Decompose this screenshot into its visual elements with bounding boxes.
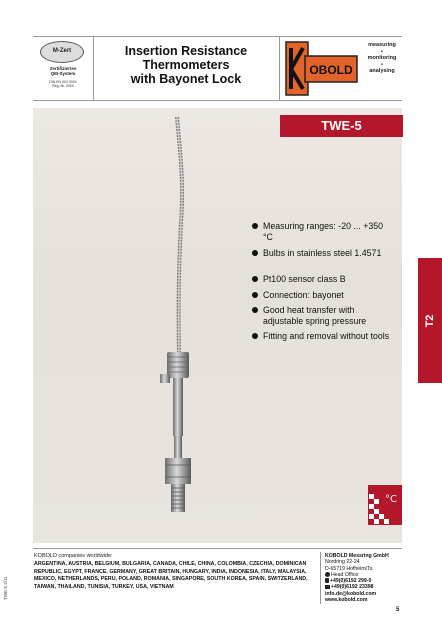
kobold-logo [283,38,360,99]
badge-unit: °C [385,494,397,505]
section-tab[interactable]: T2 [418,258,442,383]
phone-icon [325,578,329,583]
header-divider [279,36,280,101]
page-number: 5 [396,607,400,613]
bullet-icon [252,307,258,313]
home-icon [325,572,330,577]
feature-item: Connection: bayonet [253,290,393,301]
feature-item: Pt100 sensor class B [253,274,393,285]
feature-item: Good heat transfer with adjustable spring pressure [253,305,393,326]
bullet-icon [252,276,258,282]
fax-icon [325,585,330,589]
feature-item: Fitting and removal without tools [253,331,393,342]
thermometer-photo [150,112,210,522]
temperature-category-icon [368,485,402,525]
companies-heading: KOBOLD companies worldwide: [34,553,113,559]
certification-seal [36,39,90,97]
feature-item: Bulbs in stainless steel 1.4571 [253,248,393,259]
footer-divider [33,548,402,549]
cert-line-1: Zertifiziertes QM-System [49,66,77,76]
mzert-seal: M-Zert [40,41,84,63]
bullet-icon [252,292,258,298]
page-title: Insertion Resistance Thermometers with Bayonet Lock [124,44,248,86]
tagline: measuring • monitoring • analysing [367,42,397,74]
bullet-icon [252,250,258,256]
header-divider [93,36,94,101]
website-link[interactable]: www.kobold.com [325,597,368,604]
footer-column-divider [320,552,321,604]
document-code: TWE-5 2/11 [3,576,8,600]
feature-item: Measuring ranges: -20 ... +350 °C [253,221,393,242]
bullet-icon [252,333,258,339]
country-list: ARGENTINA, AUSTRIA, BELGIUM, BULGARIA, CANADA, CHILE, CHINA, COLOMBIA, CZECHIA, DOMINICAN REPUBLIC, EGYPT, FRANCE, GERMANY, GREAT BRITAIN, HUNGARY, INDIA, INDONESIA, ITALY, MALAYSIA, MEXICO, NETHERLANDS, PERU, POLAND, ROMANIA, SINGAPORE, SOUTH KOREA, SPAIN, SWITZERLAND, TAIWAN, THAILAND, TUNISIA, TURKEY, USA, VIETNAM [34,561,308,590]
cert-line-2: DIN EN ISO 9001 Reg.-Nr. 0000 [49,80,77,88]
model-badge: TWE-5 [280,115,403,137]
svg-text:OBOLD: OBOLD [309,63,353,77]
email-link[interactable]: info.de@kobold.com [325,590,377,597]
bullet-icon [252,223,258,229]
company-address: KOBOLD Messring GmbH Nordring 22-24 D-65719 Hofheim/Ts. Head Office: +49(0)6192 299-0 +49(0)6192 23398 info.de@kobold.com www.kobold.com [325,553,405,603]
